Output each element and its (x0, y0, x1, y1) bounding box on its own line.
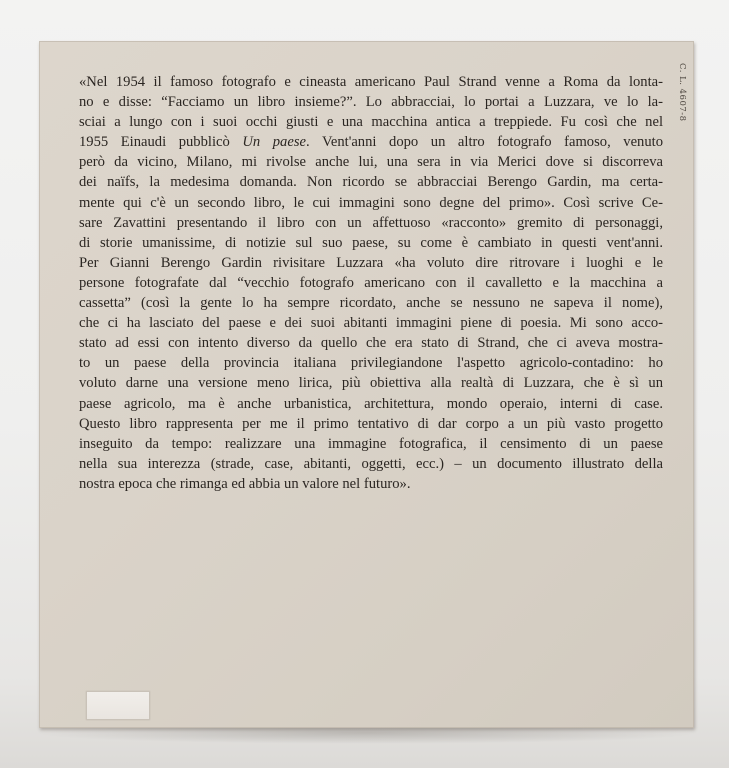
blurb-line (79, 213, 663, 233)
blurb-line (79, 394, 663, 414)
blurb-run: sare Zavattini presentando il libro con un affettuoso «racconto» gremito di personaggi, (79, 214, 663, 231)
blurb-run: dei naïfs, la medesima domanda. Non ricordo se abbracciai Berengo Gardin, ma certa- (79, 174, 663, 191)
book-title-italic: Un paese (242, 134, 306, 151)
blurb-run: Per Gianni Berengo Gardin rivisitare Luzzara «ha voluto dire ritrovare i luoghi e le (79, 254, 663, 271)
blurb-run: no e disse: “Facciamo un libro insieme?”. Lo abbracciai, lo portai a Luzzara, ve lo la- (79, 94, 663, 111)
blurb-run: stato ad essi con intento diverso da quello che era stato di Strand, che ci aveva mostra- (79, 335, 663, 352)
blurb-run: . Vent'anni dopo un altro fotografo famoso, venuto (306, 134, 663, 151)
blurb-run: «Nel 1954 il famoso fotografo e cineasta americano Paul Strand venne a Roma da lonta- (79, 74, 663, 90)
blurb-line (79, 353, 663, 373)
blurb-line (79, 414, 663, 434)
blurb-line (79, 132, 663, 152)
blurb-run: di storie umanissime, di notizie sul suo paese, su come è cambiato in questi vent'anni. (79, 234, 663, 251)
blurb-run: mente qui c'è un secondo libro, le cui immagini sono degne del primo». Così scrive Ce- (79, 194, 663, 211)
blurb-run: to un paese della provincia italiana privilegiandone l'aspetto agricolo-contadino: ho (79, 355, 663, 372)
blurb-line (79, 474, 663, 494)
blurb-line (79, 293, 663, 313)
blurb-line (79, 333, 663, 353)
blurb-line (79, 313, 663, 333)
blurb-run: 1955 Einaudi pubblicò (79, 134, 243, 151)
blurb-line (79, 92, 663, 112)
blurb-line (79, 152, 663, 172)
blurb-line (79, 434, 663, 454)
blurb-line (79, 172, 663, 192)
blurb-line (79, 454, 663, 474)
blurb-run: inseguito da tempo: realizzare una immagine fotografica, il censimento di un paese (79, 435, 663, 452)
blurb-run: nostra epoca che rimanga ed abbia un valore nel futuro». (79, 475, 411, 492)
blurb-run: però da vicino, Milano, mi rivolse anche lui, una sera in via Merici dove si discorreva (79, 154, 663, 171)
book-back-cover (39, 41, 694, 728)
blurb-line (79, 72, 663, 92)
blurb-run: sciai a lungo con i suoi occhi giusti e una macchina antica a treppiede. Fu così che nel (79, 114, 663, 131)
blurb-run: Questo libro rappresenta per me il primo tentativo di dar corpo a un più vasto progetto (79, 415, 663, 432)
catalog-code: C. L. 4607-8 (677, 63, 687, 122)
blurb-line (79, 373, 663, 393)
blurb-run: che ci ha lasciato del paese e dei suoi abitanti immagini piene di poesia. Mi sono acco- (79, 315, 663, 332)
blurb-text (79, 72, 663, 494)
blurb-run: nella sua interezza (strade, case, abitanti, oggetti, ecc.) – un documento illustrato della (79, 455, 663, 472)
blurb-line (79, 233, 663, 253)
blurb-run: voluto darne una versione meno lirica, più obiettiva alla realtà di Luzzara, che è sì un (79, 375, 663, 392)
blurb-line (79, 112, 663, 132)
blurb-line (79, 253, 663, 273)
blurb-run: cassetta” (così la gente lo ha sempre ricordato, anche se nessuno ne sapeva il nome), (79, 295, 663, 312)
blurb-run: paese agricolo, ma è anche urbanistica, architettura, mondo operaio, interni di case. (79, 395, 663, 412)
blurb-line (79, 193, 663, 213)
blurb-run: persone fotografate dal “vecchio fotografo americano con il cavalletto e la macchina a (79, 274, 663, 291)
price-sticker (86, 691, 150, 720)
blurb-line (79, 273, 663, 293)
